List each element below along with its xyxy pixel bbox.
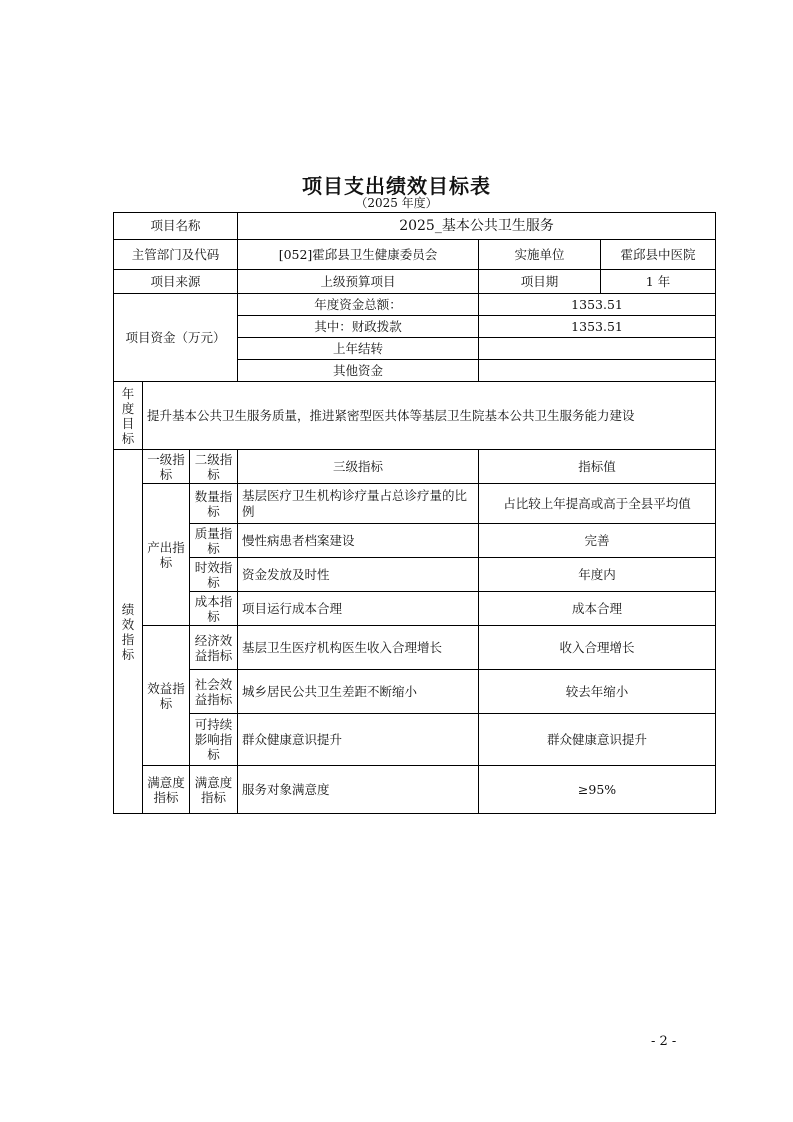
indicator-header-row bbox=[114, 450, 716, 484]
source-row bbox=[114, 270, 716, 294]
implementing-unit-value: 霍邱县中医院 bbox=[601, 240, 716, 270]
indicator-level3: 城乡居民公共卫生差距不断缩小 bbox=[238, 670, 479, 714]
indicator-value: 成本合理 bbox=[479, 592, 716, 626]
indicator-row bbox=[114, 626, 716, 670]
indicator-value: 群众健康意识提升 bbox=[479, 714, 716, 766]
funds-row bbox=[114, 294, 716, 316]
indicator-value: ≥95% bbox=[479, 766, 716, 814]
indicator-row bbox=[114, 484, 716, 524]
implementing-unit-label: 实施单位 bbox=[479, 240, 601, 270]
header-level1: 一级指标 bbox=[143, 450, 190, 484]
indicator-row bbox=[114, 524, 716, 558]
performance-target-table bbox=[113, 212, 716, 814]
indicator-level2: 满意度指标 bbox=[190, 766, 238, 814]
project-funds-label: 项目资金（万元） bbox=[114, 294, 238, 382]
project-name-row bbox=[114, 213, 716, 240]
indicator-value: 占比较上年提高或高于全县平均值 bbox=[479, 484, 716, 524]
indicator-level2: 质量指标 bbox=[190, 524, 238, 558]
indicator-level3: 服务对象满意度 bbox=[238, 766, 479, 814]
header-level2: 二级指标 bbox=[190, 450, 238, 484]
indicator-value: 年度内 bbox=[479, 558, 716, 592]
department-value: [052]霍邱县卫生健康委员会 bbox=[238, 240, 479, 270]
project-name-value: 2025_基本公共卫生服务 bbox=[238, 213, 716, 240]
annual-goal-label: 年度目标 bbox=[114, 382, 143, 450]
funds-item-label: 其中：财政拨款 bbox=[238, 316, 479, 338]
indicator-level2: 社会效益指标 bbox=[190, 670, 238, 714]
department-label: 主管部门及代码 bbox=[114, 240, 238, 270]
project-source-label: 项目来源 bbox=[114, 270, 238, 294]
indicator-level2: 经济效益指标 bbox=[190, 626, 238, 670]
annual-goal-text: 提升基本公共卫生服务质量，推进紧密型医共体等基层卫生院基本公共卫生服务能力建设 bbox=[143, 382, 716, 450]
indicator-level3: 项目运行成本合理 bbox=[238, 592, 479, 626]
funds-item-value bbox=[479, 360, 716, 382]
indicator-level2: 成本指标 bbox=[190, 592, 238, 626]
page-number: - 2 - bbox=[651, 1034, 677, 1049]
indicator-row bbox=[114, 766, 716, 814]
indicator-level1: 产出指标 bbox=[143, 484, 190, 626]
indicator-row bbox=[114, 592, 716, 626]
indicator-level3: 慢性病患者档案建设 bbox=[238, 524, 479, 558]
funds-item-label: 年度资金总额： bbox=[238, 294, 479, 316]
funds-item-value bbox=[479, 338, 716, 360]
header-level3: 三级指标 bbox=[238, 450, 479, 484]
funds-item-value: 1353.51 bbox=[479, 294, 716, 316]
funds-item-label: 其他资金 bbox=[238, 360, 479, 382]
document-title: 项目支出绩效目标表 bbox=[302, 174, 491, 198]
project-period-value: 1 年 bbox=[601, 270, 716, 294]
indicator-value: 较去年缩小 bbox=[479, 670, 716, 714]
indicator-level3: 资金发放及时性 bbox=[238, 558, 479, 592]
indicator-level3: 基层医疗卫生机构诊疗量占总诊疗量的比例 bbox=[238, 484, 479, 524]
header-value: 指标值 bbox=[479, 450, 716, 484]
indicator-row bbox=[114, 558, 716, 592]
indicator-level3: 基层卫生医疗机构医生收入合理增长 bbox=[238, 626, 479, 670]
performance-indicators-label: 绩效指标 bbox=[114, 450, 143, 814]
indicator-level3: 群众健康意识提升 bbox=[238, 714, 479, 766]
indicator-row bbox=[114, 714, 716, 766]
annual-goal-row bbox=[114, 382, 716, 450]
funds-item-value: 1353.51 bbox=[479, 316, 716, 338]
project-name-label: 项目名称 bbox=[114, 213, 238, 240]
indicator-row bbox=[114, 670, 716, 714]
indicator-value: 收入合理增长 bbox=[479, 626, 716, 670]
document-subtitle: （2025 年度） bbox=[355, 196, 438, 210]
indicator-value: 完善 bbox=[479, 524, 716, 558]
indicator-level2: 时效指标 bbox=[190, 558, 238, 592]
indicator-level2: 数量指标 bbox=[190, 484, 238, 524]
project-period-label: 项目期 bbox=[479, 270, 601, 294]
indicator-level1: 效益指标 bbox=[143, 626, 190, 766]
indicator-level1: 满意度指标 bbox=[143, 766, 190, 814]
funds-item-label: 上年结转 bbox=[238, 338, 479, 360]
project-source-value: 上级预算项目 bbox=[238, 270, 479, 294]
indicator-level2: 可持续影响指标 bbox=[190, 714, 238, 766]
department-row bbox=[114, 240, 716, 270]
